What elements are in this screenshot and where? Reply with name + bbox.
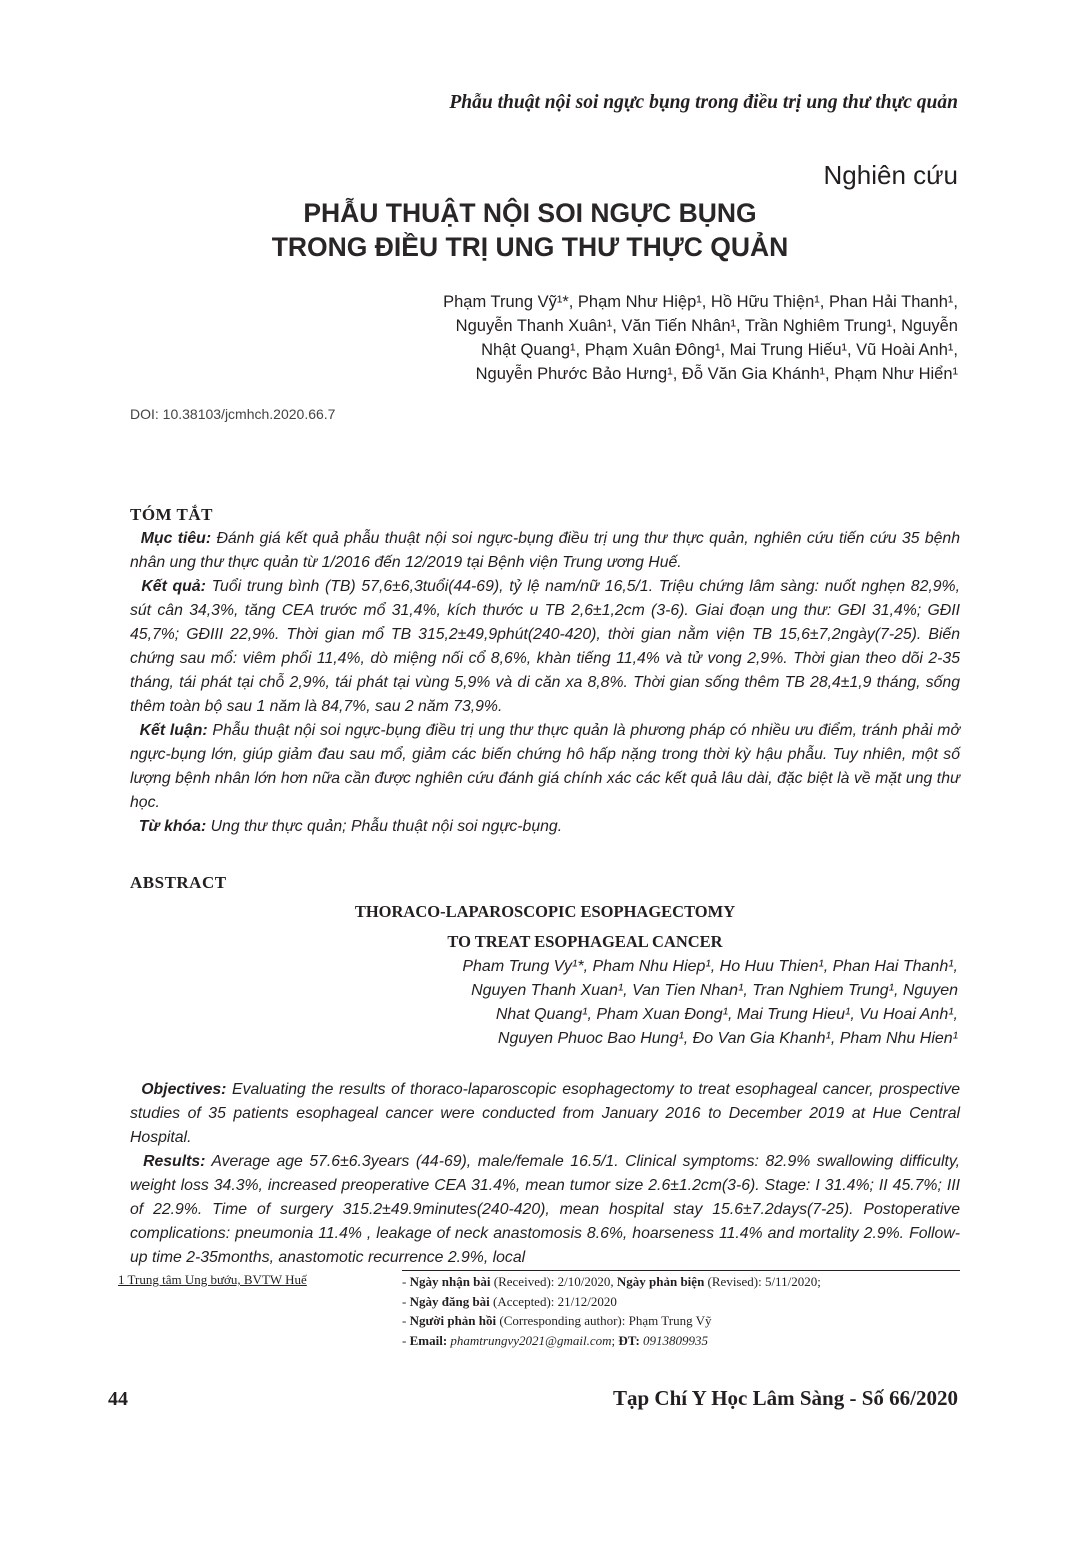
title-line: PHẪU THUẬT NỘI SOI NGỰC BỤNG (303, 198, 757, 228)
running-header: Phẫu thuật nội soi ngực bụng trong điều trị ung thư thực quản (449, 92, 958, 113)
summary-keywords (130, 815, 960, 839)
fn-label: Ngày nhận bài (409, 1274, 491, 1289)
footnote-line: - Email: phamtrungvy2021@gmail.com; ĐT: 0913809935 (402, 1332, 709, 1348)
footnote-line: - Người phản hồi (Corresponding author): Phạm Trung Vỹ (402, 1313, 712, 1328)
fn-text: (Revised): 5/11/2020; (704, 1274, 821, 1289)
fn-label: Email: (409, 1332, 448, 1348)
author-line: Nguyen Thanh Xuan¹, Van Tien Nhan¹, Tran Nghiem Trung¹, Nguyen (471, 982, 958, 999)
paragraph-label: Kết quả: (141, 578, 206, 595)
footnote-line: - Ngày nhận bài (Received): 2/10/2020, Ngày phản biện (Revised): 5/11/2020; (402, 1274, 821, 1289)
summary-heading: TÓM TẮT (130, 505, 214, 524)
abstract-body (130, 1078, 960, 1270)
author-line: Phạm Trung Vỹ¹*, Phạm Như Hiệp¹, Hồ Hữu Thiện¹, Phan Hải Thanh¹, (443, 293, 958, 311)
summary-results (130, 575, 960, 719)
summary-objective (130, 527, 960, 575)
phone-number: 0913809935 (643, 1332, 709, 1348)
title-line: TRONG ĐIỀU TRỊ UNG THƯ THỰC QUẢN (271, 232, 789, 262)
footnote-dates (402, 1272, 821, 1350)
email-link[interactable]: phamtrungvy2021@gmail.com (450, 1332, 612, 1348)
paragraph-label: Mục tiêu: (140, 530, 212, 547)
author-line: Nhật Quang¹, Phạm Xuân Đông¹, Mai Trung Hiếu¹, Vũ Hoài Anh¹, (481, 341, 958, 359)
author-line: Nguyễn Phước Bảo Hưng¹, Đỗ Văn Gia Khánh¹, Phạm Như Hiển¹ (475, 365, 958, 383)
section-label: Nghiên cứu (823, 160, 958, 190)
abstract-results (130, 1150, 960, 1270)
fn-label: Ngày đăng bài (409, 1293, 490, 1309)
paragraph-text: Evaluating the results of thoraco-laparoscopic esophagectomy to treat esophageal cancer, prospective studies of 35 patients esophageal cancer were conducted from January 2016 to December 2019 at Hue Central Hospital. (130, 1081, 961, 1146)
summary-conclusion (130, 719, 960, 815)
footnote-rule (402, 1270, 960, 1271)
journal-footer: Tạp Chí Y Học Lâm Sàng - Số 66/2020 (613, 1386, 958, 1410)
fn-text: (Accepted): 21/12/2020 (489, 1293, 617, 1309)
fn-label: Người phản hồi (409, 1313, 497, 1328)
author-line: Nguyen Phuoc Bao Hung¹, Đo Van Gia Khanh¹, Pham Nhu Hien¹ (497, 1030, 958, 1047)
paragraph-text: Đánh giá kết quả phẫu thuật nội soi ngực-bụng điều trị ung thư thực quản, nghiên cứu tiến cứu 35 bệnh nhân ung thư thực quản từ 1/2016 đến 12/2019 tại Bệnh viện Trung ương Huế. (130, 530, 960, 571)
paragraph-label: Từ khóa: (138, 818, 207, 835)
title-line: TO TREAT ESOPHAGEAL CANCER (447, 932, 723, 951)
paragraph-text: Average age 57.6±6.3years (44-69), male/female 16.5/1. Clinical symptoms: 82.9% swallowing difficulty, weight loss 34.3%, increased preoperative CEA 31.4%, mean tumor size 2.6±1.2cm(3-6). Stage: I 31.4%; II 45.7%; III of 22.9%. Time of surgery 315.2±49.9minutes(240-420), mean hospital stay 15.6±7.2days(7-25). Postoperative complications: pneumonia 11.4% , leakage of neck anastomosis 8.6%, hoarseness 11.4% and mortality 2.9%. Follow-up time 2-35months, anastomotic recurrence 2.9%, local (130, 1153, 961, 1266)
paragraph-label: Objectives: (141, 1081, 227, 1098)
author-list-vi (318, 290, 958, 386)
author-list-en (338, 955, 958, 1051)
footnote-affiliation: 1 Trung tâm Ung bướu, BVTW Huế (118, 1272, 307, 1287)
title-line: THORACO-LAPAROSCOPIC ESOPHAGECTOMY (354, 902, 736, 921)
summary-body (130, 527, 960, 839)
fn-label: Ngày phản biện (616, 1274, 705, 1289)
page-number: 44 (108, 1388, 128, 1410)
paragraph-text: Ung thư thực quản; Phẫu thuật nội soi ngực-bụng. (206, 818, 563, 835)
paragraph-text: Tuổi trung bình (TB) 57,6±6,3tuổi(44-69), tỷ lệ nam/nữ 16,5/1. Triệu chứng lâm sàng: nuốt nghẹn 82,9%, sút cân 34,3%, tăng CEA trước mổ 31,4%, kích thước u TB 2,6±1,2cm (3-6). Giai đoạn ung thư: GĐI 31,4%; GĐII 45,7%; GĐIII 22,9%. Thời gian mổ TB 315,2±49,9phút(240-420), thời gian nằm viện TB 15,6±7,2ngày(7-25). Biến chứng sau mổ: viêm phổi 11,4%, dò miệng nối cổ 8,6%, khàn tiếng 11,4% và tử vong 2,9%. Thời gian theo dõi 2-35 tháng, tái phát tại chỗ 2,9%, tái phát tại vùng 5,9% và di căn xa 8,8%. Thời gian sống thêm TB 28,4±1,9 tháng, sống thêm toàn bộ sau 1 năm là 84,7%, sau 2 năm 73,9%. (130, 578, 960, 715)
abstract-heading: ABSTRACT (130, 873, 227, 892)
paragraph-text: Phẫu thuật nội soi ngực-bụng điều trị ung thư thực quản là phương pháp có nhiều ưu điểm, tránh phải mở ngực-bụng lớn, giúp giảm đau sau mổ, giảm các biến chứng hô hấp nặng trong thời kỳ hậu phẫu. Tuy nhiên, một số lượng bệnh nhân lớn hơn nữa cần được nghiên cứu đánh giá chính xác các kết quả lâu dài, đặc biệt là về mặt ung thư học. (130, 722, 961, 811)
fn-text: (Corresponding author): Phạm Trung Vỹ (496, 1313, 712, 1328)
article-title-en (130, 897, 960, 957)
abstract-objectives (130, 1078, 960, 1150)
footnote-line: - Ngày đăng bài (Accepted): 21/12/2020 (402, 1293, 617, 1309)
fn-label: ĐT: (618, 1332, 640, 1348)
paragraph-label: Kết luận: (139, 722, 208, 739)
author-line: Nhat Quang¹, Pham Xuan Đong¹, Mai Trung Hieu¹, Vu Hoai Anh¹, (495, 1006, 958, 1023)
author-line: Nguyễn Thanh Xuân¹, Văn Tiến Nhân¹, Trần Nghiêm Trung¹, Nguyễn (455, 317, 958, 335)
fn-text: (Received): 2/10/2020, (490, 1274, 617, 1289)
author-line: Pham Trung Vy¹*, Pham Nhu Hiep¹, Ho Huu Thien¹, Phan Hai Thanh¹, (462, 958, 958, 975)
paragraph-label: Results: (143, 1153, 206, 1170)
article-title-vi (180, 196, 880, 264)
doi: DOI: 10.38103/jcmhch.2020.66.7 (130, 406, 336, 422)
